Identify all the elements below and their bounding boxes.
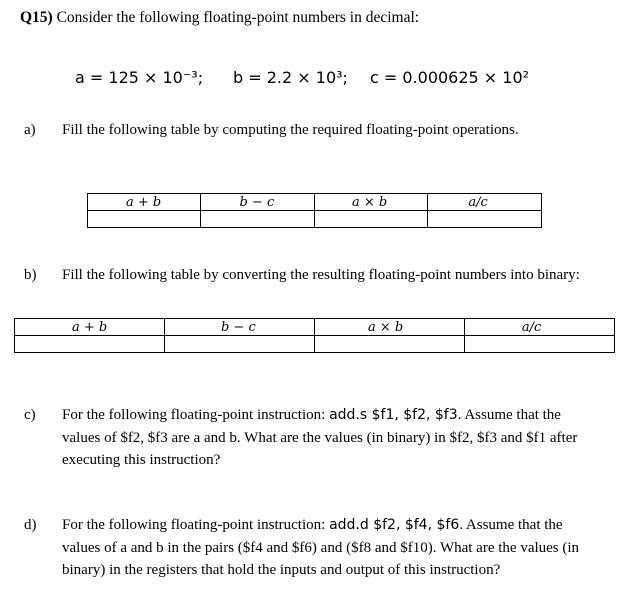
equation-a: a = 125 × 10⁻³; (75, 68, 204, 87)
table-b-answer-cell[interactable] (314, 336, 464, 353)
table-b-header-row (15, 319, 615, 336)
table-a-header-cell: a × b (314, 194, 427, 211)
table-a-header-cell: b − c (201, 194, 314, 211)
table-b-answer-cell[interactable] (464, 336, 614, 353)
equation-c: c = 0.000625 × 10² (370, 68, 530, 87)
equation-b: b = 2.2 × 10³; (233, 68, 348, 87)
table-part-b (14, 318, 615, 353)
table-a-answer-cell[interactable] (314, 211, 427, 228)
table-a-header-row (88, 194, 542, 211)
table-b-header-cell: b − c (164, 319, 314, 336)
table-a-header-cell: a/c (428, 194, 542, 211)
table-b-answer-cell[interactable] (15, 336, 165, 353)
question-text: Consider the following floating-point numbers in decimal: (56, 9, 420, 26)
part-a-text: Fill the following table by computing the required floating-point operations. (62, 122, 519, 138)
question-title (20, 9, 419, 27)
part-b-text: Fill the following table by converting the resulting floating-point numbers into binary: (62, 267, 580, 283)
part-a-label: a) (24, 122, 36, 138)
table-a-answer-row (88, 211, 542, 228)
part-d-text: For the following floating-point instruction: add.d $f2, $f4, $f6. Assume that the values of a and b in the pairs ($f4 and $f6) and ($f8 and $f10). What are the values (in binary) in the registers that hold the inputs and output of this instruction? (62, 517, 580, 578)
table-b-answer-cell[interactable] (164, 336, 314, 353)
table-a-answer-cell[interactable] (88, 211, 201, 228)
part-b-label: b) (24, 267, 37, 283)
part-d-instruction: add.d $f2, $f4, $f6 (329, 517, 460, 533)
equation-c-wrap (370, 68, 529, 87)
part-d-label: d) (24, 517, 37, 533)
table-b-header-cell: a/c (464, 319, 614, 336)
part-c-label: c) (24, 407, 36, 423)
table-b-header-cell: a × b (314, 319, 464, 336)
part-c-text: For the following floating-point instruction: add.s $f1, $f2, $f3. Assume that the values of $f2, $f3 are a and b. What are the values (in binary) in $f2, $f3 and $f1 after executing this instruction? (62, 407, 578, 468)
table-a-answer-cell[interactable] (428, 211, 542, 228)
table-a-header-cell: a + b (88, 194, 201, 211)
table-b-header-cell: a + b (15, 319, 165, 336)
table-b-answer-row (15, 336, 615, 353)
equation-line (75, 68, 203, 87)
part-c-instruction: add.s $f1, $f2, $f3 (329, 407, 458, 423)
question-number: Q15) (20, 9, 53, 26)
table-part-a (87, 193, 542, 228)
equation-b-wrap (233, 68, 348, 87)
table-a-answer-cell[interactable] (201, 211, 314, 228)
